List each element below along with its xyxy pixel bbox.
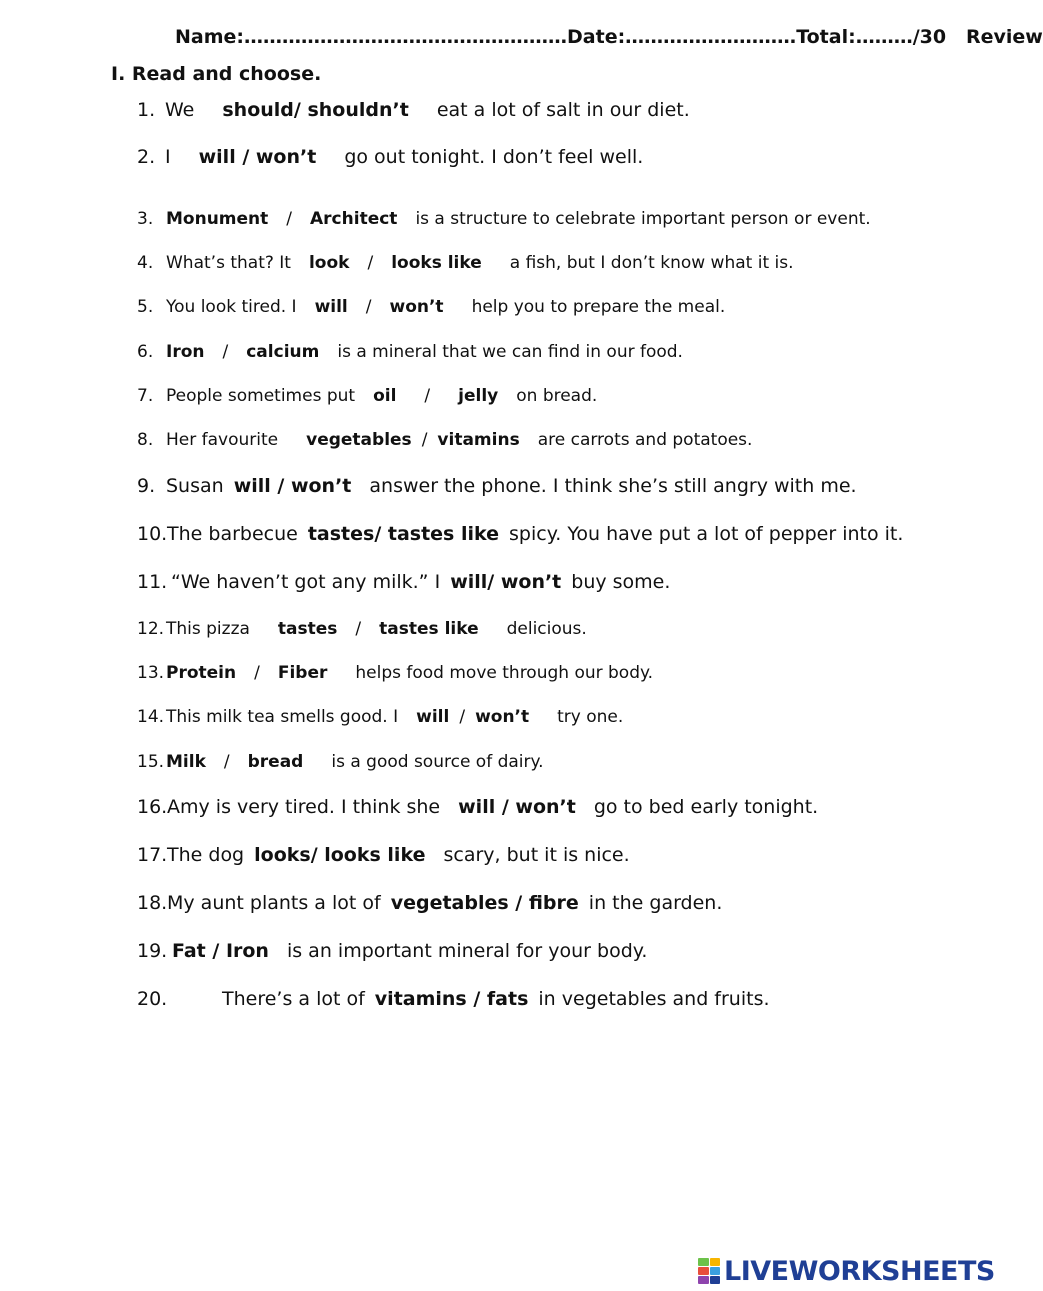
question-text: go to bed early tonight. bbox=[593, 796, 819, 818]
question-text: are carrots and potatoes. bbox=[537, 430, 753, 450]
answer-option-2[interactable]: calcium bbox=[246, 342, 320, 362]
question-number: 2. bbox=[137, 146, 156, 168]
question-text: is a good source of dairy. bbox=[331, 752, 544, 772]
question-text: scary, but it is nice. bbox=[443, 844, 630, 866]
question-2 bbox=[137, 146, 643, 168]
question-text: The barbecue bbox=[167, 523, 298, 545]
option-separator: / bbox=[424, 386, 431, 406]
question-number: 15. bbox=[137, 752, 165, 772]
question-text: I bbox=[165, 146, 171, 168]
question-number: 1. bbox=[137, 99, 156, 121]
total-field: Total:………/30 bbox=[796, 26, 947, 48]
question-text: a fish, but I don’t know what it is. bbox=[509, 253, 794, 273]
question-17 bbox=[137, 844, 630, 866]
question-number: 10. bbox=[137, 523, 168, 545]
section-title: I. Read and choose. bbox=[111, 63, 322, 85]
option-separator: / bbox=[367, 253, 374, 273]
answer-choice[interactable]: will / won’t bbox=[198, 146, 317, 168]
question-text: Susan bbox=[166, 475, 224, 497]
answer-choice[interactable]: vegetables / fibre bbox=[390, 892, 579, 914]
question-16 bbox=[137, 796, 818, 818]
question-18 bbox=[137, 892, 722, 914]
question-20 bbox=[137, 988, 770, 1010]
option-separator: / bbox=[421, 430, 428, 450]
question-number: 14. bbox=[137, 707, 165, 727]
question-text: eat a lot of salt in our diet. bbox=[436, 99, 690, 121]
option-separator: / bbox=[223, 752, 230, 772]
answer-option-1[interactable]: Iron bbox=[166, 342, 205, 362]
answer-option-2[interactable]: looks like bbox=[391, 253, 482, 273]
question-3 bbox=[137, 209, 871, 229]
question-text: delicious. bbox=[506, 619, 587, 639]
liveworksheets-logo bbox=[698, 1254, 995, 1288]
answer-option-1[interactable]: vegetables bbox=[306, 430, 412, 450]
question-text: is a structure to celebrate important person or event. bbox=[415, 209, 871, 229]
option-separator: / bbox=[222, 342, 229, 362]
question-text: help you to prepare the meal. bbox=[471, 297, 726, 317]
question-text: You look tired. I bbox=[166, 297, 297, 317]
option-separator: / bbox=[355, 619, 362, 639]
answer-choice[interactable]: Fat / Iron bbox=[172, 940, 269, 962]
question-text: People sometimes put bbox=[166, 386, 356, 406]
question-text: go out tonight. I don’t feel well. bbox=[344, 146, 644, 168]
question-number: 18. bbox=[137, 892, 168, 914]
answer-choice[interactable]: will / won’t bbox=[233, 475, 352, 497]
logo-text: LIVEWORKSHEETS bbox=[724, 1255, 995, 1287]
answer-option-2[interactable]: Architect bbox=[310, 209, 398, 229]
question-text: is an important mineral for your body. bbox=[286, 940, 648, 962]
answer-option-2[interactable]: vitamins bbox=[437, 430, 520, 450]
answer-option-2[interactable]: won’t bbox=[389, 297, 444, 317]
question-number: 4. bbox=[137, 253, 154, 273]
question-text: This pizza bbox=[166, 619, 250, 639]
answer-option-1[interactable]: will bbox=[416, 707, 450, 727]
option-separator: / bbox=[286, 209, 293, 229]
question-text: in vegetables and fruits. bbox=[538, 988, 770, 1010]
answer-choice[interactable]: tastes/ tastes like bbox=[307, 523, 500, 545]
question-number: 7. bbox=[137, 386, 154, 406]
question-number: 6. bbox=[137, 342, 154, 362]
question-13 bbox=[137, 663, 653, 683]
question-text: “We haven’t got any milk.” I bbox=[171, 571, 441, 593]
question-number: 8. bbox=[137, 430, 154, 450]
question-text: There’s a lot of bbox=[222, 988, 365, 1010]
question-10 bbox=[137, 523, 903, 545]
question-text: is a mineral that we can find in our food. bbox=[337, 342, 683, 362]
answer-option-2[interactable]: Fiber bbox=[277, 663, 328, 683]
question-text: spicy. You have put a lot of pepper into it. bbox=[509, 523, 904, 545]
question-text: buy some. bbox=[571, 571, 671, 593]
review-label: Review bbox=[965, 26, 1043, 48]
question-19 bbox=[137, 940, 647, 962]
question-6 bbox=[137, 342, 683, 362]
question-1 bbox=[137, 99, 690, 121]
question-number: 16. bbox=[137, 796, 168, 818]
question-number: 19. bbox=[137, 940, 168, 962]
answer-option-1[interactable]: Protein bbox=[166, 663, 237, 683]
question-4 bbox=[137, 253, 794, 273]
question-5 bbox=[137, 297, 725, 317]
liveworksheets-mark-icon bbox=[698, 1258, 720, 1284]
question-text: answer the phone. I think she’s still angry with me. bbox=[369, 475, 857, 497]
worksheet-header bbox=[175, 26, 1043, 48]
question-number: 12. bbox=[137, 619, 165, 639]
answer-option-2[interactable]: bread bbox=[247, 752, 304, 772]
answer-option-1[interactable]: look bbox=[308, 253, 350, 273]
question-number: 9. bbox=[137, 475, 156, 497]
question-9 bbox=[137, 475, 857, 497]
question-12 bbox=[137, 619, 587, 639]
option-separator: / bbox=[254, 663, 260, 683]
question-number: 13. bbox=[137, 663, 165, 683]
answer-choice[interactable]: will / won’t bbox=[458, 796, 576, 818]
question-number: 20. bbox=[137, 988, 168, 1010]
answer-option-1[interactable]: will bbox=[314, 297, 348, 317]
answer-option-1[interactable]: oil bbox=[373, 386, 397, 406]
question-text: in the garden. bbox=[588, 892, 723, 914]
question-number: 3. bbox=[137, 209, 154, 229]
date-field: Date:……………………… bbox=[567, 26, 797, 48]
answer-choice[interactable]: will/ won’t bbox=[450, 571, 562, 593]
question-text: Amy is very tired. I think she bbox=[167, 796, 441, 818]
question-14 bbox=[137, 707, 623, 727]
question-text: try one. bbox=[557, 707, 624, 727]
question-text: on bread. bbox=[516, 386, 598, 406]
question-15 bbox=[137, 752, 544, 772]
question-text: helps food move through our body. bbox=[355, 663, 654, 683]
question-number: 17. bbox=[137, 844, 168, 866]
question-text: This milk tea smells good. I bbox=[166, 707, 399, 727]
answer-choice[interactable]: vitamins / fats bbox=[374, 988, 529, 1010]
question-number: 11. bbox=[137, 571, 168, 593]
question-text: What’s that? It bbox=[166, 253, 291, 273]
question-text: We bbox=[165, 99, 195, 121]
question-11 bbox=[137, 571, 670, 593]
question-text: The dog bbox=[167, 844, 245, 866]
question-text: Her favourite bbox=[166, 430, 279, 450]
answer-choice[interactable]: should/ shouldn’t bbox=[222, 99, 409, 121]
option-separator: / bbox=[365, 297, 372, 317]
answer-option-1[interactable]: tastes bbox=[277, 619, 338, 639]
question-7 bbox=[137, 386, 597, 406]
answer-option-2[interactable]: jelly bbox=[458, 386, 499, 406]
answer-option-2[interactable]: won’t bbox=[475, 707, 530, 727]
question-number: 5. bbox=[137, 297, 154, 317]
answer-option-1[interactable]: Monument bbox=[166, 209, 269, 229]
question-text: My aunt plants a lot of bbox=[167, 892, 381, 914]
option-separator: / bbox=[459, 707, 466, 727]
answer-option-1[interactable]: Milk bbox=[166, 752, 206, 772]
answer-choice[interactable]: looks/ looks like bbox=[254, 844, 426, 866]
name-field: Name:…………………………………………… bbox=[175, 26, 568, 48]
answer-option-2[interactable]: tastes like bbox=[379, 619, 479, 639]
question-8 bbox=[137, 430, 752, 450]
